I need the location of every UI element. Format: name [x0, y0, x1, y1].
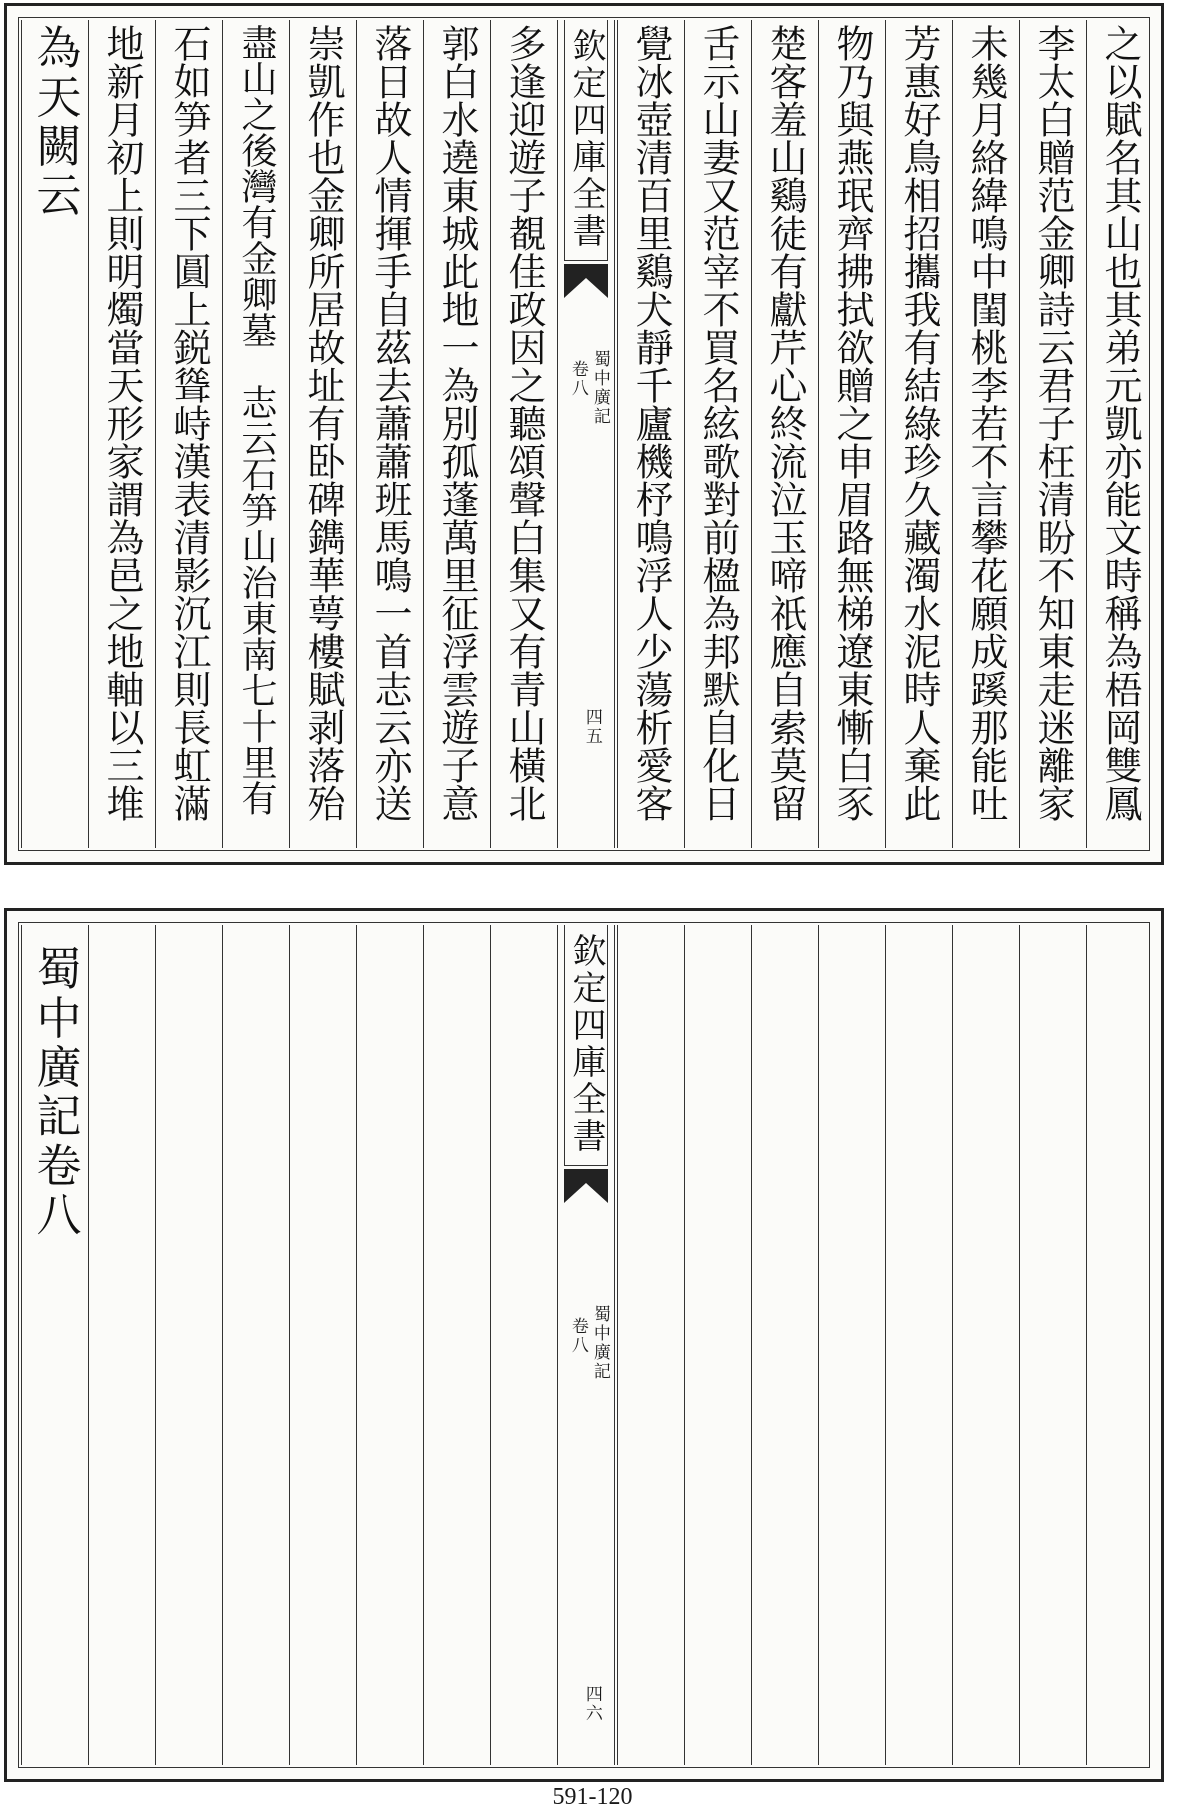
text-column [423, 20, 490, 848]
text-column [818, 20, 885, 848]
text-column [952, 925, 1019, 1765]
text-column [885, 925, 952, 1765]
text-column [222, 20, 289, 848]
center-fold-column [557, 925, 615, 1765]
text-column [1086, 20, 1153, 848]
page-bottom [4, 908, 1164, 1782]
title-box [564, 925, 608, 1166]
column-text: 石如笋者三下圓上鋭聳峙漢表清影沉江則長虹滿 [167, 24, 211, 822]
text-column [952, 20, 1019, 848]
text-column [289, 20, 356, 848]
text-column [1019, 20, 1086, 848]
column-text: 盡山之後灣有金卿墓 志云石笋山治東南七十里有 [236, 24, 277, 816]
page-top [4, 3, 1164, 865]
column-text: 李太白贈范金卿詩云君子枉清盼不知東走迷離家 [1031, 24, 1075, 822]
column-text: 舌示山妻又范宰不買名絃歌對前楹為邦默自化日 [696, 24, 740, 822]
text-column [356, 925, 423, 1765]
page-number: 四六 [581, 1685, 602, 1723]
text-column [222, 925, 289, 1765]
column-text: 未幾月絡緯鳴中閨桃李若不言攀花願成蹊那能吐 [964, 24, 1008, 822]
volume-label: 卷八 [567, 1317, 588, 1355]
column-text: 物乃與燕珉齊拂拭欲贈之申眉路無梯遼東慚白豕 [830, 24, 874, 822]
text-column [617, 925, 684, 1765]
column-text: 崇凱作也金卿所居故址有卧碑鐫華萼樓賦剥落殆 [301, 24, 345, 822]
text-column [1086, 925, 1153, 1765]
column-text: 覺冰壺清百里鷄犬靜千廬機杼鳴浮人少蕩析愛客 [629, 24, 673, 822]
end-title: 蜀中廣記卷八 [28, 945, 82, 1241]
text-column [21, 20, 88, 848]
reel-page-number: 591-120 [552, 1784, 633, 1810]
text-column [751, 20, 818, 848]
text-column [490, 20, 557, 848]
text-column [289, 925, 356, 1765]
column-text: 為天闕云 [28, 24, 82, 221]
text-column [21, 925, 88, 1765]
volume-label: 卷八 [567, 360, 588, 398]
column-text: 芳惠好鳥相招攜我有結綠珍久藏濁水泥時人棄此 [897, 24, 941, 822]
text-column [423, 925, 490, 1765]
text-column [684, 925, 751, 1765]
title-box-text: 欽定四庫全書 [566, 933, 606, 1155]
text-column [155, 20, 222, 848]
fish-tail-mark-icon [564, 1169, 608, 1203]
text-column [684, 20, 751, 848]
running-title: 蜀中廣記 [589, 350, 610, 426]
text-column [88, 925, 155, 1765]
column-text: 之以賦名其山也其弟元凱亦能文時稱為梧岡雙鳳 [1098, 24, 1142, 822]
column-text: 落日故人情揮手自茲去蕭蕭班馬鳴一首志云亦送 [368, 24, 412, 822]
text-column [88, 20, 155, 848]
title-box-text: 欽定四庫全書 [566, 28, 606, 250]
text-column [885, 20, 952, 848]
text-column [751, 925, 818, 1765]
text-column [155, 925, 222, 1765]
text-column [490, 925, 557, 1765]
text-column [1019, 925, 1086, 1765]
column-text: 地新月初上則明燭當天形家謂為邑之地軸以三堆 [100, 24, 144, 822]
column-text: 多逢迎遊子覩佳政因之聽頌聲白集又有青山橫北 [502, 24, 546, 822]
center-fold-column [557, 20, 615, 848]
text-column [356, 20, 423, 848]
fish-tail-mark-icon [564, 264, 608, 298]
column-text: 郭白水遶東城此地一為別孤蓬萬里征浮雲遊子意 [435, 24, 479, 822]
column-text: 楚客羞山鷄徒有獻芹心終流泣玉啼祇應自索莫留 [763, 24, 807, 822]
title-box [564, 20, 608, 261]
page-number: 四五 [581, 708, 602, 746]
text-column [818, 925, 885, 1765]
text-column [617, 20, 684, 848]
running-title: 蜀中廣記 [589, 1305, 610, 1381]
